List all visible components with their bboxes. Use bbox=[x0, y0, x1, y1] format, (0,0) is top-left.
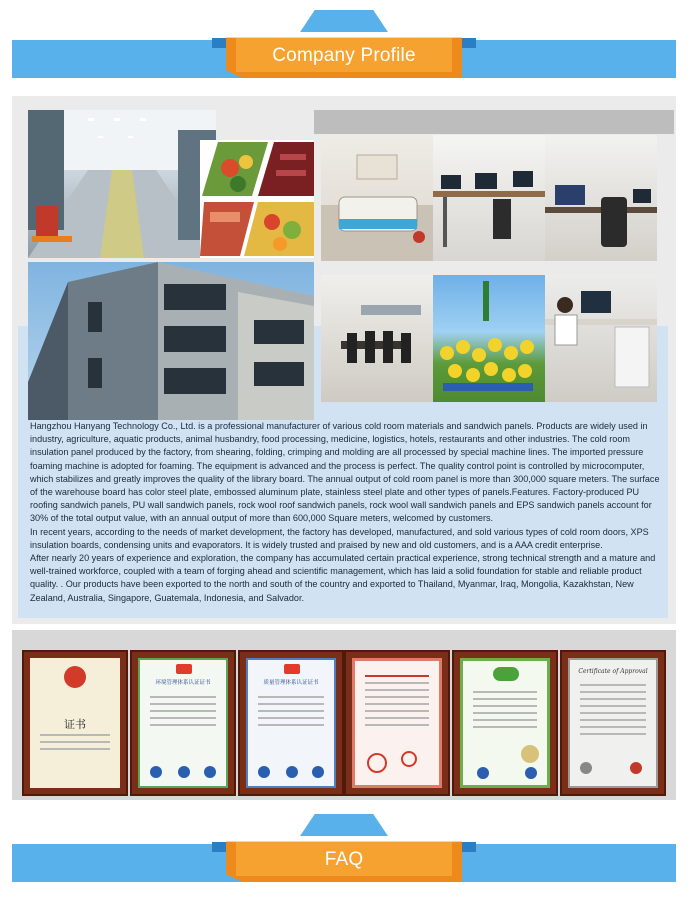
meeting-room-photo bbox=[321, 275, 433, 402]
office-computers-photo bbox=[545, 135, 657, 261]
accreditation-icon bbox=[477, 767, 489, 779]
certificate-quality bbox=[246, 658, 336, 788]
accreditation-icon bbox=[150, 766, 162, 778]
certificate-environment bbox=[138, 658, 228, 788]
accreditation-icon bbox=[525, 767, 537, 779]
team-outdoor-photo bbox=[433, 275, 545, 402]
certificate-frame bbox=[560, 650, 666, 796]
fresh-food-collage-photo bbox=[200, 140, 314, 258]
accreditation-icon bbox=[630, 762, 642, 774]
certificate-compliance bbox=[460, 658, 550, 788]
faq-banner bbox=[0, 814, 688, 884]
accreditation-icon bbox=[204, 766, 216, 778]
accreditation-icon bbox=[258, 766, 270, 778]
accreditation-icon bbox=[312, 766, 324, 778]
certificate-frame bbox=[238, 650, 344, 796]
certificate-frame bbox=[452, 650, 558, 796]
faq-heading: FAQ bbox=[324, 849, 364, 870]
factory-building-photo bbox=[28, 262, 314, 420]
staff-at-desk-photo bbox=[545, 275, 657, 402]
reception-desk-photo bbox=[321, 135, 433, 261]
company-profile-banner bbox=[0, 10, 688, 80]
company-profile-heading: Company Profile bbox=[272, 45, 416, 66]
certificate-frame bbox=[344, 650, 450, 796]
logo-icon bbox=[493, 667, 519, 681]
certificate-frame bbox=[130, 650, 236, 796]
certificate-credit bbox=[352, 658, 442, 788]
certificate-heading: 证书 bbox=[64, 718, 86, 731]
accreditation-icon bbox=[178, 766, 190, 778]
banner-tab-shape bbox=[283, 10, 405, 32]
stamp-icon bbox=[367, 753, 387, 773]
certificate-heading: 环境管理体系认证证书 bbox=[155, 680, 211, 686]
description-paragraph: After nearly 20 years of experience and exploration, the company has accumulated certain practical experience, strong technical strength and a mature and well-trained workforce, coupled with a team of forging ahead and scientific management, which has laid a solid foundation for stable and reliable product quality. . Our products have been exported to the north and south of the country and exported to Thailand, Myanmar, Iraq, Mongolia, Kazakhstan, New Zealand, Australia, Singapore, Guatemala, Indonesia, and Salvador. bbox=[30, 553, 656, 603]
office-workstations-photo bbox=[433, 135, 545, 261]
certificate-frame bbox=[22, 650, 128, 796]
certificate-approval bbox=[568, 658, 658, 788]
certificate-safety-production bbox=[30, 658, 120, 788]
description-paragraph: In recent years, according to the needs of market development, the factory has developed, manufactured, and sold various types of cold room doors, XPS insulation boards, condensing units and evaporators. It is widely trusted and praised by new and old customers, and is a AAA credit enterprise. bbox=[30, 526, 649, 550]
stamp-icon bbox=[521, 745, 539, 763]
company-description bbox=[30, 420, 662, 605]
logo-icon bbox=[284, 664, 300, 674]
logo-icon bbox=[176, 664, 192, 674]
certificate-heading: Certificate of Approval bbox=[578, 668, 648, 675]
certificate-heading: 质量管理体系认证证书 bbox=[263, 680, 319, 686]
banner-tab-shape bbox=[283, 814, 405, 836]
description-paragraph: Hangzhou Hanyang Technology Co., Ltd. is a professional manufacturer of various cold room materials and sandwich panels. Products are widely used in industry, agriculture, aquatic products, animal husbandry, food processing, medicine, logistics, hotels, restaurants and other industries. The cold room insulation panel produced by the factory, from shearing, folding, crimping and molding are all processed by special machine lines. The imported pressure foaming machine is adopted for foaming. The equipment is advanced and the process is perfect. The quality control point is controlled by microcomputer, which stabilizes and greatly improves the quality of the library board. The annual output of cold room panel is more than 300,000 square meters. The surface of the warehouse board has color steel plate, embossed aluminum plate, stainless steel plate and other types of panels.Features. Factory-produced PU roofing sandwich panels, PU wall sandwich panels, rock wool roof sandwich panels, rock wool wall sandwich panels and EPS sandwich panels account for 30% of the total output value, with an annual output of more than 600,000 Square meters, welcomed by customers. bbox=[30, 421, 660, 524]
accreditation-icon bbox=[580, 762, 592, 774]
stamp-icon bbox=[401, 751, 417, 767]
accreditation-icon bbox=[286, 766, 298, 778]
emblem-icon bbox=[64, 666, 86, 688]
cold-storage-warehouse-photo bbox=[28, 110, 216, 258]
profile-gray-strip bbox=[314, 110, 674, 134]
